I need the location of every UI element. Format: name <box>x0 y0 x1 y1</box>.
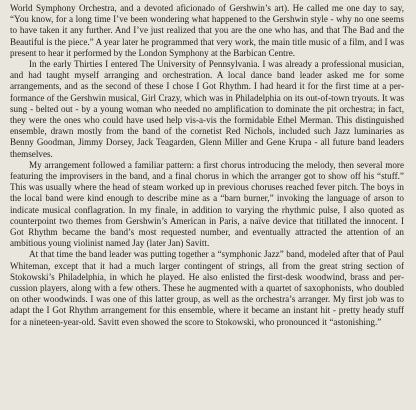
text-run: , which was in Philadelphia on its out-of-town tryouts. It was sung - belted out - by a young woman who needed no amplification to dominate the pit orchestra; in fact, they were the ones who could have used help vis-a-vis the formidable Ethel Merman. This distinguished ensemble, drawn mostly from the band of the cornetist Red Nichols, included such Jazz luminaries as Benny Goodman, Jimmy Dorsey, Jack Teagarden, Glenn Miller and Gene Krupa - all future band leaders themselves. <box>10 92 405 159</box>
text-run: My arrangement followed a familiar pattern: a first chorus introducing the melody, then several more featuring the improvisers in the band, and a final chorus in which the arranger got to show off his “stuff.” This was usually where the head of steam worked up in previous choruses reached fever pitch. The boys in the local band were kind enough to describe mine as a “barn burner,” invoking the language of arson to indicate musical conflagration. In my finale, in addition to varying the rhythmic pulse, I also quoted as counterpoint two themes from Gershwin’s <box>10 159 404 226</box>
italic-title: The Bad and the Beautiful <box>10 25 404 47</box>
italic-title: I Got Rhythm <box>46 305 99 316</box>
text-run: World Symphony Orchestra, and a devoted aficionado of Gershwin’s art). He called me one day to say, “You know, for a long time I’ve been wondering what <box>10 3 404 25</box>
italic-title: I Got Rhythm <box>10 215 404 238</box>
paragraph <box>10 160 404 250</box>
text-run: to the Gershwin style - why no one seems to have taken it any further. And I’ve just realized that you are the one who has, and that <box>10 14 404 36</box>
italic-title: I Got Rhythm <box>196 81 249 92</box>
text-run: At that time the band leader was putting together a “symphonic Jazz” band, modeled after that of Paul Whiteman, except that it had a much larger contingent of strings, all from the great string section of Stokowski’s Philadelphia, in which he played. He also enlisted the first-desk woodwind, brass and percussion players, along with a few others. These he augmented with a quartet of saxophonists, who doubled on other woodwinds. I was one of this latter group, as well as the orchestra’s arranger. My first job was to adapt the <box>10 249 404 316</box>
text-run: . I had heard it for the first time at a performance of the Gershwin musical, <box>10 81 405 103</box>
text-run: , a naïve device that titillated the innocent. <box>237 215 401 226</box>
text-run: arrangement for this ensemble, where it became an instant hit - pretty heady stuff for a nineteen-year-old. Savitt even showed the score to Stokowski, who pronounced it “astonishing.” <box>10 305 404 327</box>
paragraph <box>10 3 404 59</box>
italic-title: American in Paris <box>169 215 238 226</box>
paragraph <box>10 249 404 327</box>
text-run: ) Savitt. <box>180 238 210 249</box>
italic-title: happened <box>211 14 247 25</box>
text-run: is the piece.” A year later he programmed that very work, the main title music of a film, and I was present to hear it performed by the London Symphony at the Barbican Centre. <box>10 36 404 58</box>
text-run: In the early Thirties I entered The University of Pennsylvania. I was already a professional musician, and had taught myself arranging and orchestration. A local dance band leader asked me for some arrangements, and as the second of these I chose <box>10 59 404 92</box>
body-text <box>10 3 404 328</box>
italic-title: Girl Crazy <box>141 92 180 103</box>
paragraph <box>10 59 404 160</box>
text-run: became the band’s most requested number, and eventually attracted the attention of an ambitious young violinist named Jay (later <box>10 227 404 249</box>
italic-title: Jan <box>168 238 181 249</box>
